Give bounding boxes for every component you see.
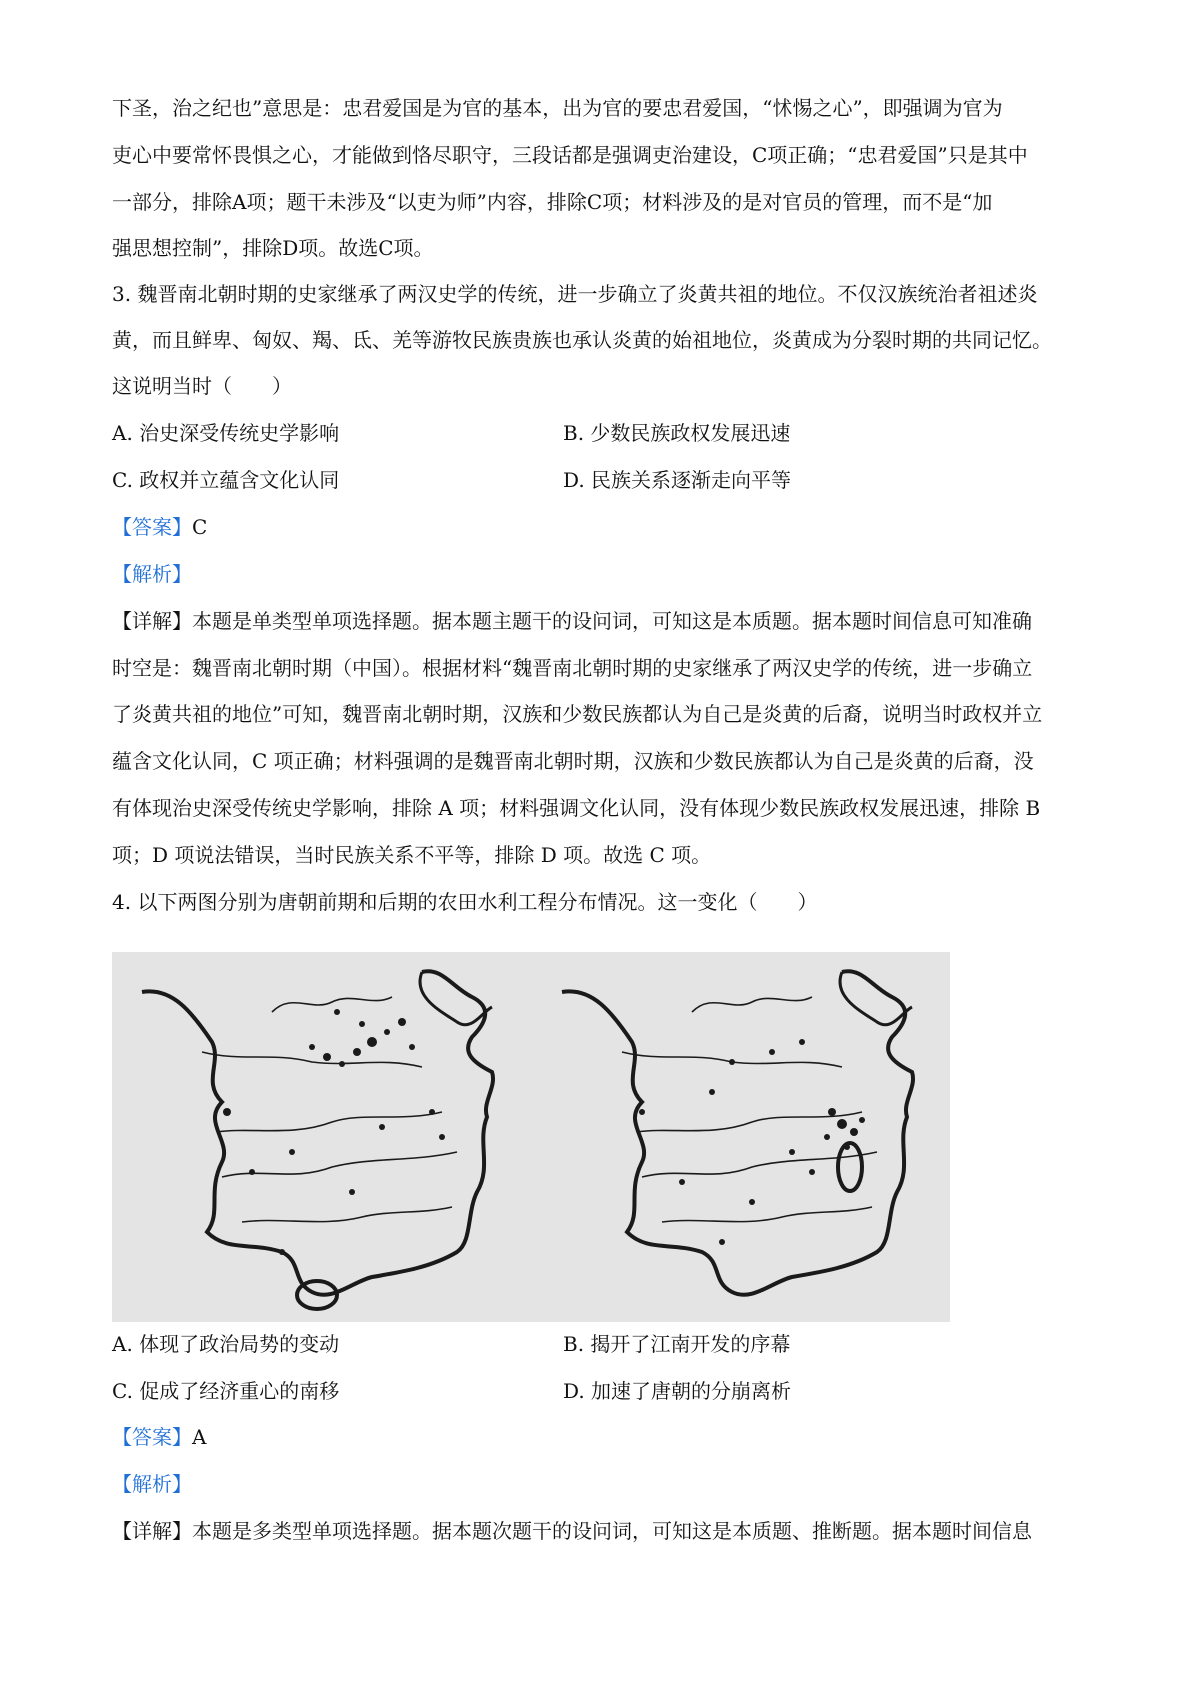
q4-option-d: D. 加速了唐朝的分崩离析 (563, 1379, 792, 1403)
answer-value: A (192, 1425, 207, 1449)
q3-detail-line: 有体现治史深受传统史学影响，排除 A 项；材料强调文化认同，没有体现少数民族政权发展迅速，排除 B (112, 796, 1041, 820)
river (222, 1152, 457, 1177)
map-early-tang (142, 971, 493, 1309)
map-late-tang (562, 971, 913, 1295)
q3-option-d: D. 民族关系逐渐走向平等 (563, 468, 792, 492)
answer-value: C (192, 515, 208, 539)
taiwan-island (838, 1143, 862, 1191)
maps-svg (112, 952, 950, 1322)
q4-analysis (112, 1469, 1102, 1499)
q3-stem-line: 黄，而且鲜卑、匈奴、羯、氐、羌等游牧民族贵族也承认炎黄的始祖地位，炎黄成为分裂时期的共同记忆。 (112, 328, 1052, 352)
q4-detail-line: 【详解】本题是多类型单项选择题。据本题次题干的设问词，可知这是本质题、推断题。据本题时间信息 (112, 1519, 1032, 1543)
river (662, 1207, 872, 1222)
prev-explanation-line: 一部分，排除A项；题干未涉及“以吏为师”内容，排除C项；材料涉及的是对官员的管理，而不是“加 (112, 190, 993, 214)
river (242, 1207, 452, 1222)
q3-option-a: A. 治史深受传统史学影响 (112, 421, 340, 445)
q4-option-a: A. 体现了政治局势的变动 (112, 1332, 340, 1356)
tang-irrigation-maps (112, 952, 950, 1322)
river (272, 997, 392, 1012)
river (217, 1112, 442, 1132)
q4-stem: 4. 以下两图分别为唐朝前期和后期的农田水利工程分布情况。这一变化（ ） (112, 890, 818, 914)
q3-answer (112, 512, 1102, 542)
project-markers (639, 1039, 865, 1245)
project-markers (223, 1009, 445, 1255)
q3-detail-line: 项；D 项说法错误，当时民族关系不平等，排除 D 项。故选 C 项。 (112, 843, 712, 867)
coastline (142, 971, 493, 1295)
river (637, 1112, 862, 1132)
answer-tag: 【答案】 (112, 515, 192, 539)
prev-explanation-line: 强思想控制”，排除D项。故选C项。 (112, 236, 434, 260)
q3-detail-line: 了炎黄共祖的地位”可知，魏晋南北朝时期，汉族和少数民族都认为自己是炎黄的后裔，说明当时政权并立 (112, 702, 1043, 726)
q3-stem-line: 3. 魏晋南北朝时期的史家继承了两汉史学的传统，进一步确立了炎黄共祖的地位。不仅汉族统治者祖述炎 (112, 282, 1038, 306)
prev-explanation-line: 下圣，治之纪也”意思是：忠君爱国是为官的基本，出为官的要忠君爱国，“怵惕之心”，即强调为官为 (112, 96, 1003, 120)
analysis-tag: 【解析】 (112, 1472, 192, 1496)
q3-option-b: B. 少数民族政权发展迅速 (563, 421, 791, 445)
q3-detail-line: 时空是：魏晋南北朝时期（中国）。根据材料“魏晋南北朝时期的史家继承了两汉史学的传统，进一步确立 (112, 656, 1033, 680)
analysis-tag: 【解析】 (112, 562, 192, 586)
river (202, 1052, 422, 1067)
q3-detail-line: 蕴含文化认同，C 项正确；材料强调的是魏晋南北朝时期，汉族和少数民族都认为自己是炎黄的后裔，没 (112, 749, 1034, 773)
q3-option-c: C. 政权并立蕴含文化认同 (112, 468, 340, 492)
q4-option-c: C. 促成了经济重心的南移 (112, 1379, 340, 1403)
q4-option-b: B. 揭开了江南开发的序幕 (563, 1332, 791, 1356)
q4-answer (112, 1422, 1102, 1452)
q3-stem-line: 这说明当时（ ） (112, 374, 292, 398)
detail-tag: 【详解】 (112, 1519, 192, 1543)
coastline (562, 971, 913, 1295)
detail-tag: 【详解】 (112, 609, 192, 633)
q3-analysis (112, 559, 1102, 589)
answer-tag: 【答案】 (112, 1425, 192, 1449)
river (692, 997, 812, 1012)
prev-explanation-line: 吏心中要常怀畏惧之心，才能做到恪尽职守，三段话都是强调吏治建设，C项正确；“忠君爱国”只是其中 (112, 143, 1028, 167)
river (642, 1152, 877, 1177)
q3-detail-line: 【详解】本题是单类型单项选择题。据本题主题干的设问词，可知这是本质题。据本题时间信息可知准确 (112, 609, 1032, 633)
